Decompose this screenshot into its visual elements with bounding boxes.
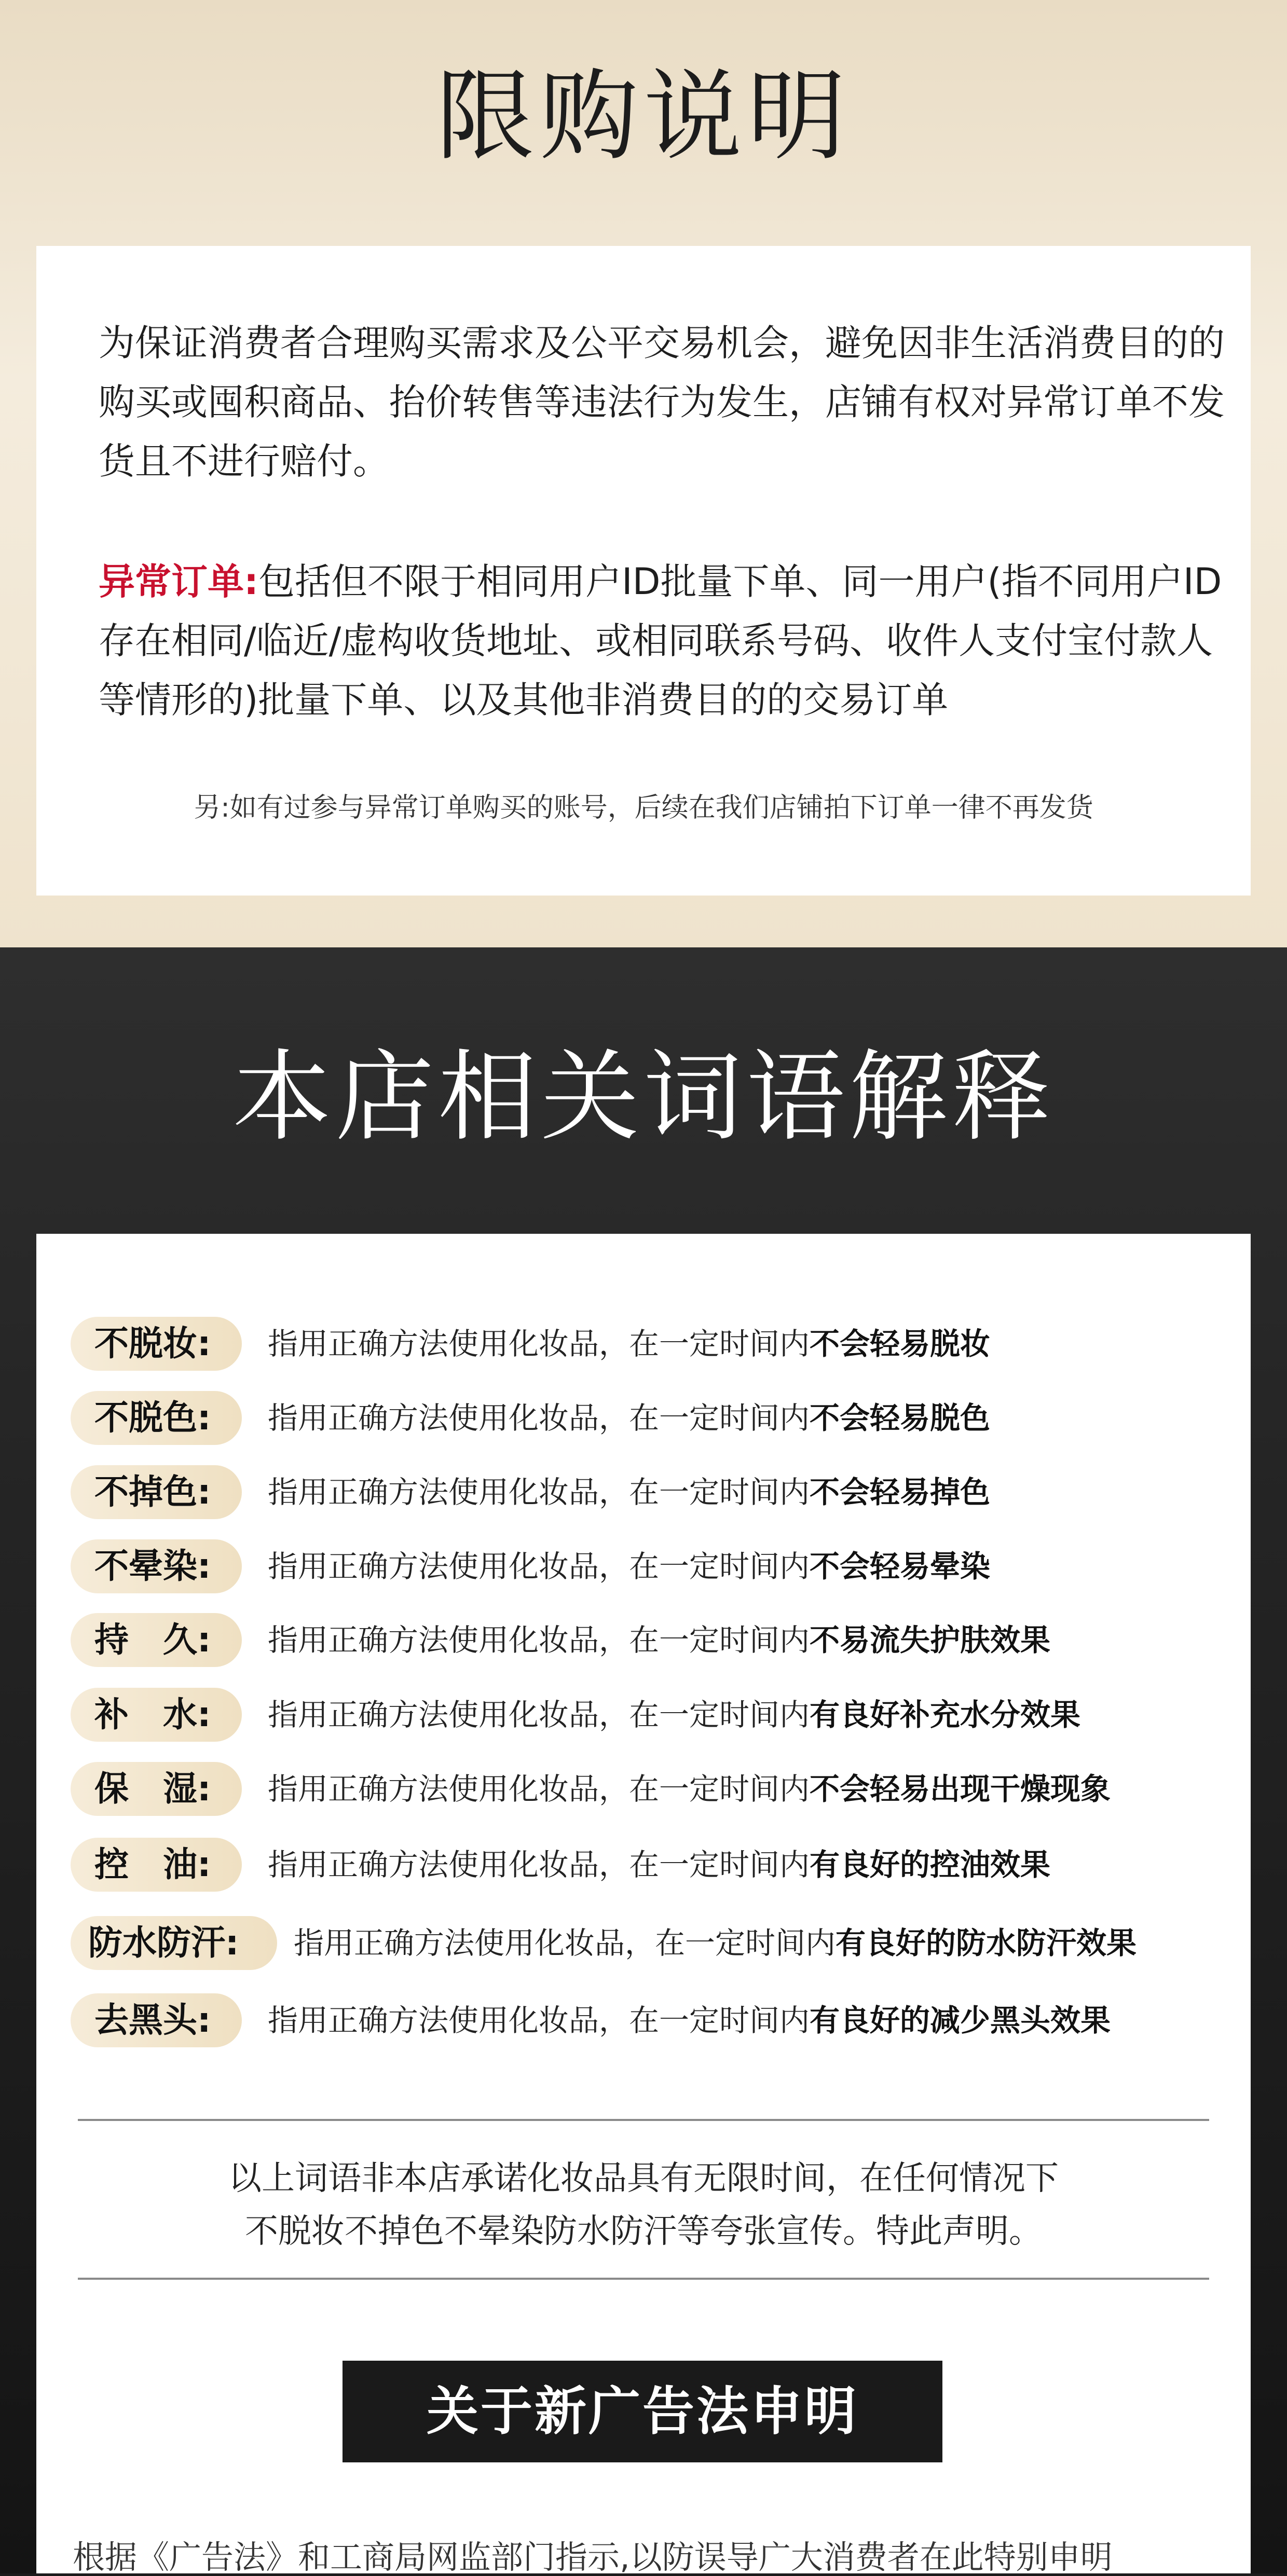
term-definition-prefix: 指用正确方法使用化妆品，在一定时间内 <box>268 2003 810 2038</box>
term-label: 防水防汗: <box>71 1916 277 1970</box>
term-definition-prefix: 指用正确方法使用化妆品，在一定时间内 <box>268 1400 810 1436</box>
terms-title: 本店相关词语解释 <box>232 1040 1055 1154</box>
term-row <box>71 1688 1243 1742</box>
term-definition <box>268 1993 1111 2047</box>
term-definition-emphasis: 有良好补充水分效果 <box>810 1697 1081 1732</box>
term-row <box>71 1317 1243 1371</box>
term-row <box>71 1993 1243 2047</box>
term-definition-prefix: 指用正确方法使用化妆品，在一定时间内 <box>268 1326 810 1361</box>
term-definition <box>268 1613 1050 1667</box>
term-row <box>71 1539 1243 1593</box>
term-definition <box>268 1391 990 1445</box>
divider-top <box>78 2119 1209 2121</box>
term-definition-prefix: 指用正确方法使用化妆品，在一定时间内 <box>268 1771 810 1807</box>
term-definition-emphasis: 有良好的减少黑头效果 <box>810 2003 1111 2038</box>
term-definition <box>268 1539 990 1593</box>
term-row <box>71 1762 1243 1816</box>
term-definition-prefix: 指用正确方法使用化妆品，在一定时间内 <box>268 1549 810 1584</box>
term-label: 控 油: <box>71 1838 242 1892</box>
term-row <box>71 1391 1243 1445</box>
term-label: 不脱色: <box>71 1391 242 1445</box>
term-definition <box>268 1762 1111 1816</box>
term-definition-emphasis: 不易流失护肤效果 <box>810 1622 1051 1658</box>
purchase-limit-paragraph: 为保证消费者合理购买需求及公平交易机会，避免因非生活消费目的的购买或囤积商品、抬价转售等违法行为发生，店铺有权对异常订单不发货且不进行赔付。 <box>99 322 1225 483</box>
term-definition-prefix: 指用正确方法使用化妆品，在一定时间内 <box>268 1847 810 1882</box>
term-label: 持 久: <box>71 1613 242 1667</box>
disclaimer-line-2: 不脱妆不掉色不晕染防水防汗等夸张宣传。特此声明。 <box>245 2212 1042 2251</box>
terms-card <box>36 1234 1251 2576</box>
term-definition-emphasis: 不会轻易脱妆 <box>810 1326 991 1361</box>
term-row <box>71 1916 1243 1970</box>
ad-law-title-box: 关于新广告法申明 <box>343 2361 942 2462</box>
divider-bottom <box>78 2278 1209 2280</box>
term-definition-emphasis: 不会轻易掉色 <box>810 1475 991 1510</box>
term-definition-emphasis: 有良好的防水防汗效果 <box>836 1925 1137 1961</box>
term-label: 不掉色: <box>71 1465 242 1519</box>
abnormal-order-label: 异常订单: <box>99 560 258 603</box>
term-label: 不脱妆: <box>71 1317 242 1371</box>
term-definition-prefix: 指用正确方法使用化妆品，在一定时间内 <box>268 1622 810 1658</box>
purchase-limit-note: 另:如有过参与异常订单购买的账号，后续在我们店铺拍下订单一律不再发货 <box>194 792 1093 823</box>
disclaimer-line-1: 以上词语非本店承诺化妆品具有无限时间，在任何情况下 <box>228 2159 1059 2198</box>
abnormal-order-paragraph <box>99 552 1240 729</box>
term-label: 补 水: <box>71 1688 242 1742</box>
term-definition <box>268 1838 1050 1892</box>
term-row <box>71 1613 1243 1667</box>
purchase-limit-title: 限购说明 <box>435 59 851 174</box>
term-row <box>71 1838 1243 1892</box>
term-definition <box>268 1688 1080 1742</box>
term-definition-emphasis: 不会轻易脱色 <box>810 1400 991 1436</box>
term-definition-emphasis: 有良好的控油效果 <box>810 1847 1051 1882</box>
term-label: 保 湿: <box>71 1762 242 1816</box>
term-definition <box>268 1465 990 1519</box>
term-definition-prefix: 指用正确方法使用化妆品，在一定时间内 <box>268 1697 810 1732</box>
term-definition <box>268 1317 990 1371</box>
term-definition-prefix: 指用正确方法使用化妆品，在一定时间内 <box>294 1925 836 1961</box>
abnormal-order-text: 包括但不限于相同用户ID批量下单、同一用户(指不同用户ID存在相同/临近/虚构收货地址、或相同联系号码、收件人支付宝付款人等情形的)批量下单、以及其他非消费目的的交易订单 <box>99 560 1222 721</box>
term-label: 去黑头: <box>71 1993 242 2047</box>
ad-law-text: 根据《广告法》和工商局网监部门指示,以防误导广大消费者在此特别申明 <box>73 2538 1113 2576</box>
term-definition <box>294 1916 1137 1970</box>
purchase-limit-card <box>36 246 1251 896</box>
purchase-limit-section <box>0 0 1287 947</box>
term-label: 不晕染: <box>71 1539 242 1593</box>
term-definition-emphasis: 不会轻易出现干燥现象 <box>810 1771 1111 1807</box>
term-definition-prefix: 指用正确方法使用化妆品，在一定时间内 <box>268 1475 810 1510</box>
term-row <box>71 1465 1243 1519</box>
term-definition-emphasis: 不会轻易晕染 <box>810 1549 991 1584</box>
